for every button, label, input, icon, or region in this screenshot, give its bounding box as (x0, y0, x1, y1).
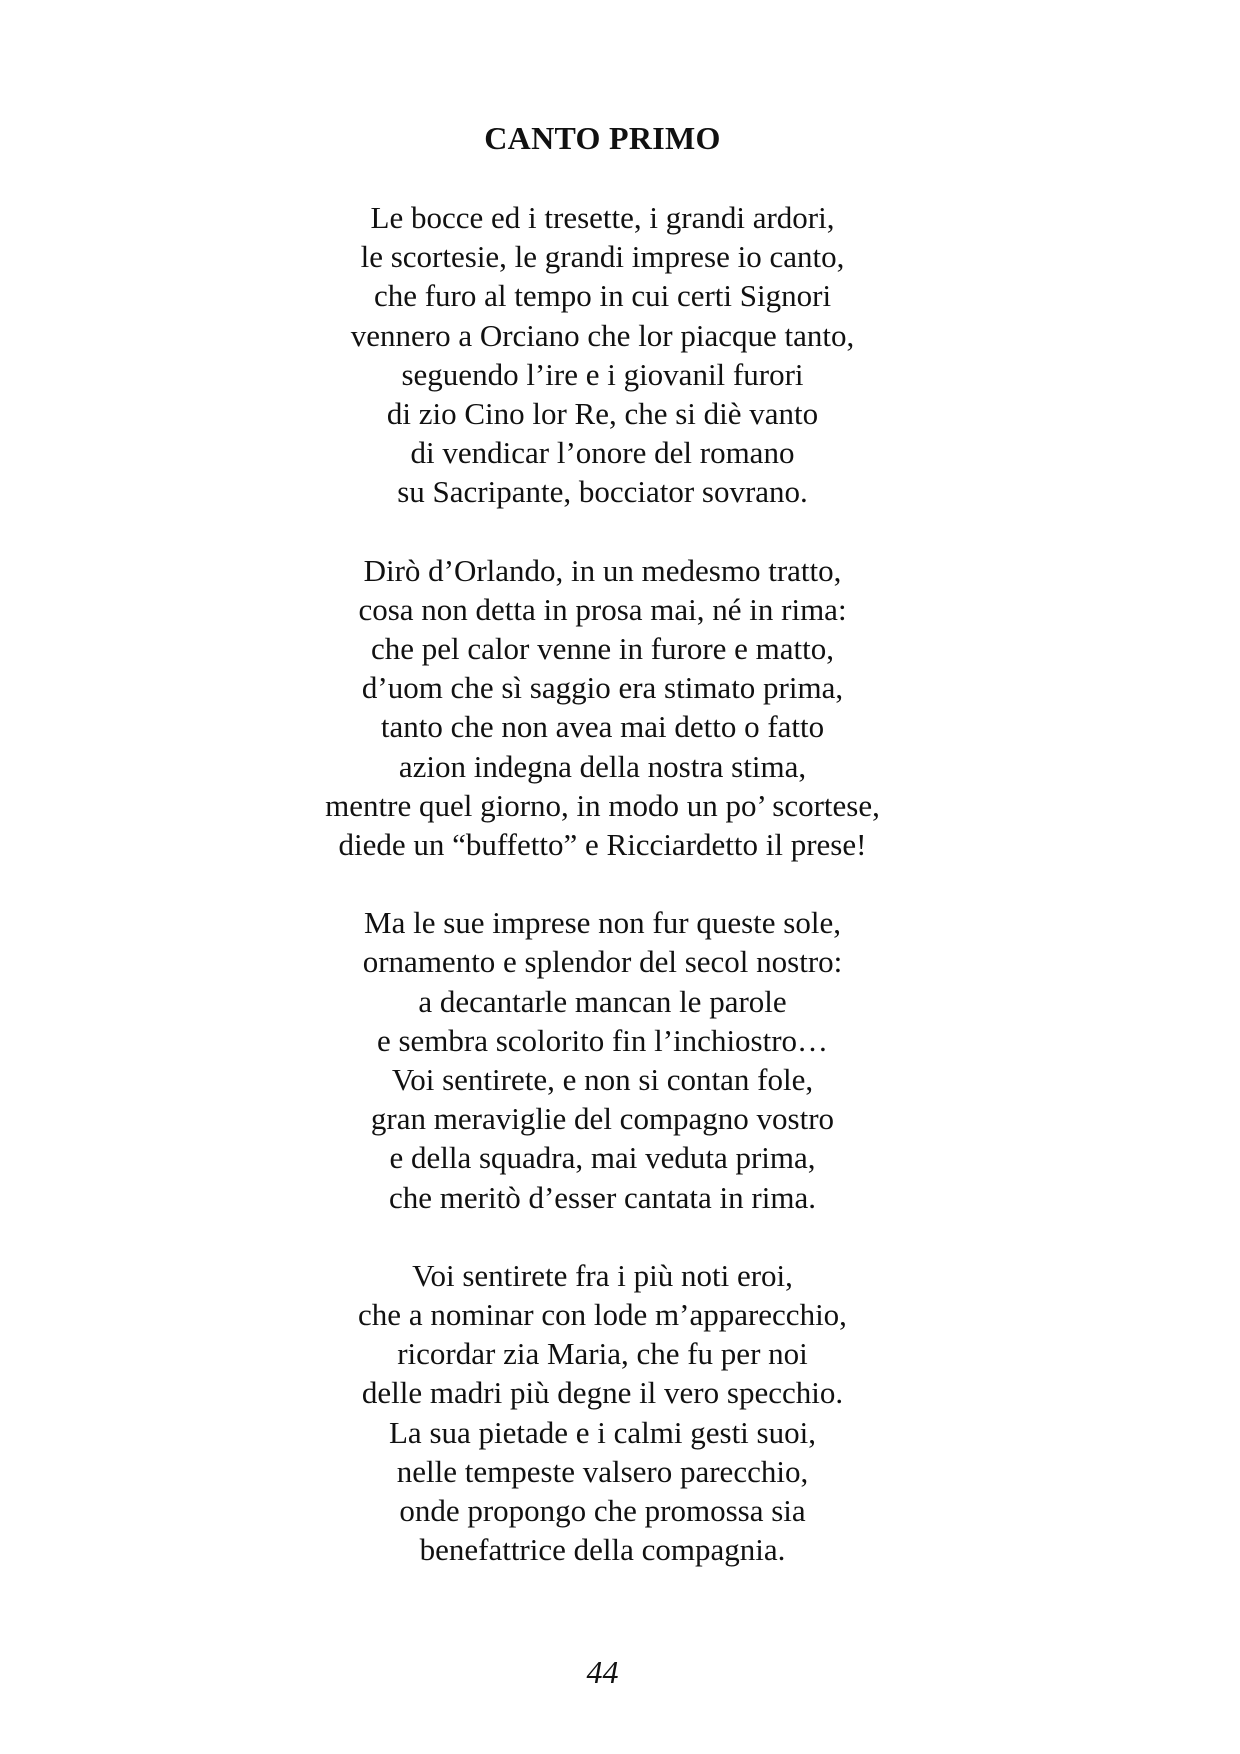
verse-line: cosa non detta in prosa mai, né in rima: (358, 591, 847, 627)
verse-line: che furo al tempo in cui certi Signori (373, 278, 832, 314)
verse-line: ricordar zia Maria, che fu per noi (397, 1336, 808, 1372)
verse-line: che meritò d’esser cantata in rima. (389, 1179, 816, 1215)
verse-line: gran meraviglie del compagno vostro (370, 1101, 835, 1137)
verse-line: d’uom che sì saggio era stimato prima, (361, 670, 844, 706)
verse-line: di zio Cino lor Re, che si diè vanto (386, 396, 819, 432)
canto-title: CANTO PRIMO (484, 120, 721, 156)
verse-line: delle madri più degne il vero specchio. (361, 1375, 844, 1411)
verse-line: le scortesie, le grandi imprese io canto, (360, 239, 845, 275)
stanza (0, 1256, 1205, 1570)
verse-line: Voi sentirete, e non si contan fole, (391, 1062, 814, 1098)
verse-line: e sembra scolorito fin l’inchiostro… (376, 1022, 829, 1058)
stanza (0, 551, 1205, 865)
verse-line: onde propongo che promossa sia (399, 1493, 806, 1529)
verse-line: Ma le sue imprese non fur queste sole, (364, 905, 841, 941)
verse-line: a decantarle mancan le parole (418, 983, 787, 1019)
verse-line: La sua pietade e i calmi gesti suoi, (389, 1414, 816, 1450)
verse-line: mentre quel giorno, in modo un po’ scortese, (325, 787, 880, 823)
verse-line: ornamento e splendor del secol nostro: (362, 944, 843, 980)
verse-line: seguendo l’ire e i giovanil furori (401, 356, 804, 392)
verse-line: Le bocce ed i tresette, i grandi ardori, (370, 200, 835, 235)
stanza (0, 903, 1205, 1217)
verse-line: e della squadra, mai veduta prima, (389, 1140, 816, 1176)
verse-line: su Sacripante, bocciator sovrano. (397, 474, 808, 510)
verse-line: nelle tempeste valsero parecchio, (396, 1453, 809, 1489)
verse-line: azion indegna della nostra stima, (398, 748, 807, 784)
verse-line: tanto che non avea mai detto o fatto (380, 709, 825, 745)
verse-line: Dirò d’Orlando, in un medesmo tratto, (363, 552, 842, 588)
verse-line: vennero a Orciano che lor piacque tanto, (350, 317, 855, 353)
stanza (0, 198, 1205, 512)
verse-line: che a nominar con lode m’apparecchio, (358, 1297, 847, 1333)
verse-line: di vendicar l’onore del romano (410, 435, 795, 471)
verse-line: che pel calor venne in furore e matto, (370, 631, 835, 667)
verse-line: Voi sentirete fra i più noti eroi, (412, 1257, 793, 1293)
poem-body (0, 198, 1205, 1609)
verse-line: diede un “buffetto” e Ricciardetto il prese! (338, 827, 867, 863)
verse-line: benefattrice della compagnia. (419, 1532, 786, 1568)
page-number: 44 (586, 1654, 619, 1690)
